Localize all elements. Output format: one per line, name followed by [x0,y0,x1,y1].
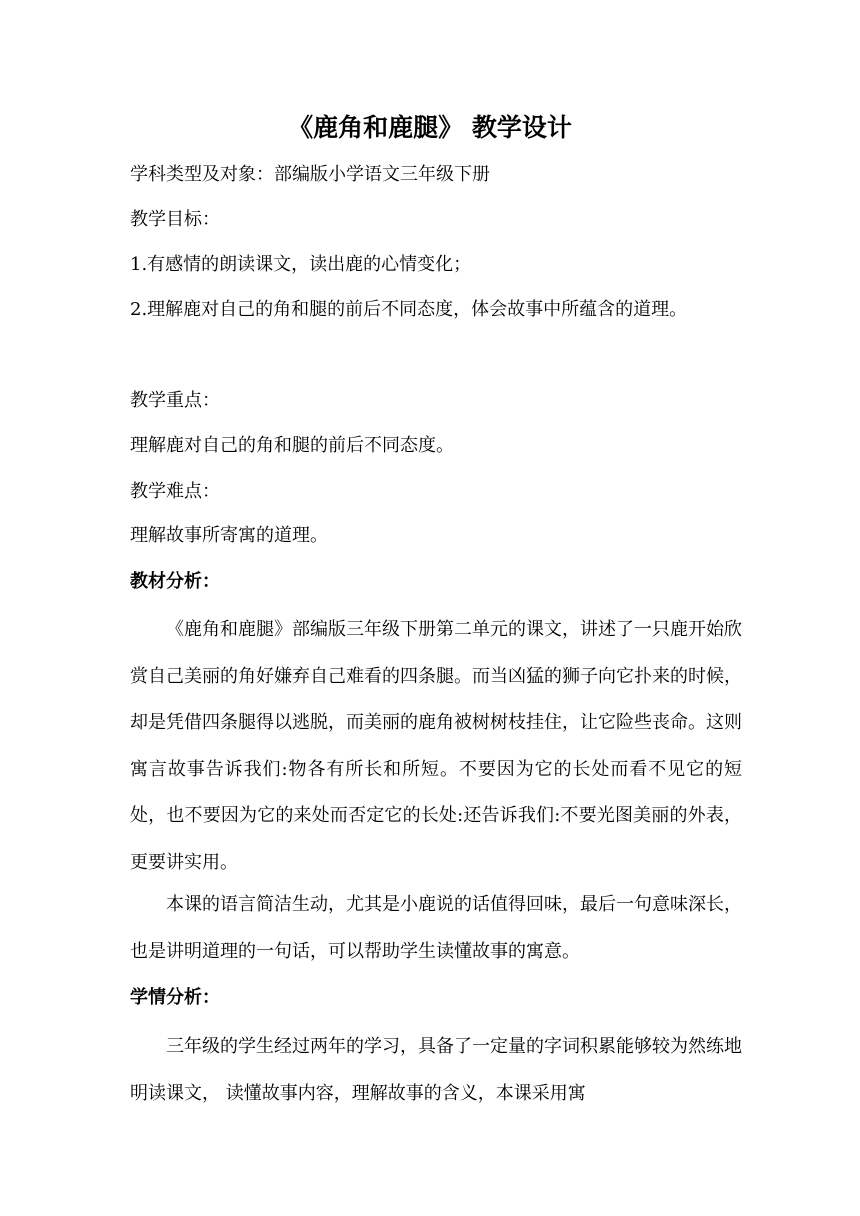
difficulty-heading: 教学难点： [130,481,220,502]
material-analysis-paragraph-1: 《鹿角和鹿腿》部编版三年级下册第二单元的课文，讲述了一只鹿开始欣赏自己美丽的角好嫌弃自己难看的四条腿。而当凶猛的狮子向它扑来的时候，却是凭借四条腿得以逃脱，而美丽的鹿角被树树枝挂住，让它险些丧命。这则寓言故事告诉我们:物各有所长和所短。不要因为它的长处而看不见它的短处，也不要因为它的来处而否定它的长处:还告诉我们:不要光图美丽的外表，更要讲实用。 [130,619,742,873]
difficulty-text: 理解故事所寄寓的道理。 [130,525,328,546]
document-title: 《鹿角和鹿腿》 教学设计 [288,113,572,142]
goal-item-2: 2.理解鹿对自己的角和腿的前后不同态度，体会故事中所蕴含的道理。 [130,299,688,320]
material-analysis-heading: 教材分析： [130,571,220,592]
student-analysis-paragraph-1: 三年级的学生经过两年的学习，具备了一定量的字词积累能够较为然练地明读课文， 读懂故事内容，理解故事的含义，本课采用寓 [130,1036,742,1104]
goals-heading: 教学目标： [130,209,220,230]
key-points-heading: 教学重点： [130,390,220,411]
subject-line: 学科类型及对象：部编版小学语文三年级下册 [130,164,490,185]
material-analysis-paragraph-2: 本课的语言简洁生动，尤其是小鹿说的话值得回味，最后一句意味深长，也是讲明道理的一句话，可以帮助学生读懂故事的寓意。 [130,894,742,962]
key-points-text: 理解鹿对自己的角和腿的前后不同态度。 [130,435,454,456]
student-analysis-heading: 学情分析： [130,987,220,1008]
goal-item-1: 1.有感情的朗读课文，读出鹿的心情变化； [130,254,472,275]
